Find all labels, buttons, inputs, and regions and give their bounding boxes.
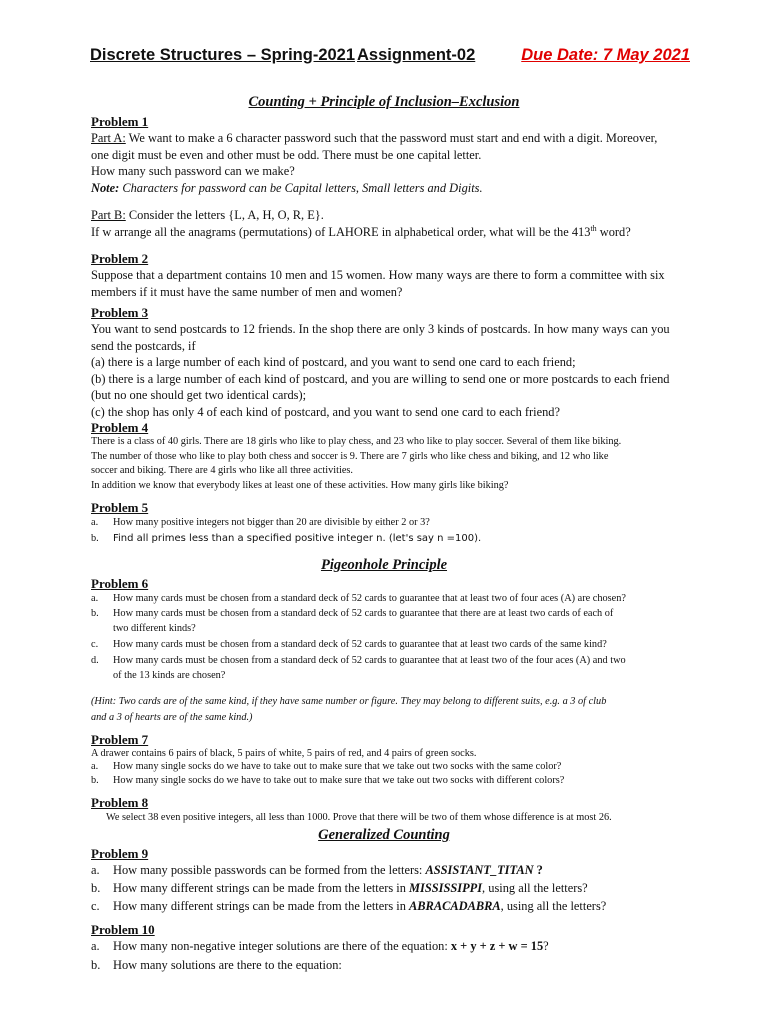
item-text: How many positive integers not bigger than 20 are divisible by either 2 or 3? [113, 517, 430, 528]
problem-3-line: You want to send postcards to 12 friends. In the shop there are only 3 kinds of postcards. In how many ways can you [91, 322, 670, 336]
item-text-pre: How many non-negative integer solutions are there of the equation: [113, 939, 451, 953]
item-text [113, 880, 691, 896]
item-text: How many single socks do we have to take out to make sure that we take out two socks with different colors? [113, 775, 565, 786]
item-text [113, 607, 691, 636]
item-label: a. [91, 761, 99, 772]
item-line: of the 13 kinds are chosen? [113, 669, 226, 681]
item-label: a. [91, 517, 99, 528]
item-keyword: MISSISSIPPI [409, 881, 483, 895]
problem-3-title: Problem 3 [91, 305, 149, 320]
part-a-line-2: one digit must be even and other must be odd. There must be one capital letter. [91, 147, 482, 162]
problem-3-line: (b) there is a large number of each kind of postcard, and you are willing to send one or more postcards to each friend [91, 371, 670, 386]
part-b-label: Part B: [91, 208, 126, 222]
item-line: How many cards must be chosen from a standard deck of 52 cards to guarantee that at least two of the four aces (A) and two [113, 655, 626, 666]
item-text [113, 898, 691, 914]
problem-5-title: Problem 5 [91, 500, 149, 515]
due-date: Due Date: 7 May 2021 [521, 46, 690, 64]
item-text-pre: How many different strings can be made from the letters in [113, 899, 410, 913]
problem-4-line: There is a class of 40 girls. There are 18 girls who like to play chess, and 23 who like to play soccer. Several of them like biking. [91, 436, 622, 447]
part-a-label: Part A: [91, 131, 126, 145]
document-header [90, 46, 690, 70]
part-a-line-1: We want to make a 6 character password such that the password must start and end with a digit. Moreover, [125, 131, 658, 145]
problem-2-line-1: Suppose that a department contains 10 men and 15 women. How many ways are there to form a committee with six [91, 268, 665, 282]
problem-3-text [91, 321, 691, 420]
note-label: Note: [91, 180, 120, 195]
part-b-line-1: Consider the letters {L, A, H, O, R, E}. [125, 208, 324, 222]
item-text: How many solutions are there to the equation: [113, 958, 342, 972]
problem-6-hint [91, 694, 691, 726]
item-label: c. [91, 899, 100, 913]
item-label: b. [91, 775, 99, 786]
part-a-line-3: How many such password can we make? [91, 164, 295, 178]
problem-6-title: Problem 6 [91, 576, 149, 591]
item-text-pre: How many different strings can be made from the letters in [113, 881, 410, 895]
item-line: two different kinds? [113, 622, 196, 634]
part-b-superscript: th [590, 223, 597, 233]
section-heading-generalized: Generalized Counting [318, 827, 450, 843]
problem-8-title: Problem 8 [91, 795, 149, 810]
item-text: How many cards must be chosen from a standard deck of 52 cards to guarantee that at least two cards of the same kind? [113, 639, 607, 650]
item-line: How many cards must be chosen from a standard deck of 52 cards to guarantee that there are at least two cards of each of [113, 608, 614, 619]
item-text [113, 654, 691, 683]
problem-8-text: We select 38 even positive integers, all less than 1000. Prove that there will be two of them whose difference is at most 26. [106, 812, 612, 823]
problem-3-line: (a) there is a large number of each kind of postcard, and you want to send one card to each friend; [91, 355, 576, 369]
item-text: How many single socks do we have to take out to make sure that we take out two socks with the same color? [113, 761, 562, 772]
item-label: a. [91, 939, 100, 953]
course-title: Discrete Structures – Spring-2021 [90, 46, 356, 64]
section-heading-pigeonhole: Pigeonhole Principle [320, 557, 448, 573]
item-text: How many cards must be chosen from a standard deck of 52 cards to guarantee that at least two of four aces (A) are chosen? [113, 593, 626, 604]
problem-1-part-a [91, 130, 691, 196]
item-label: b. [91, 958, 101, 972]
problem-4-line: soccer and biking. There are 4 girls who like all three activities. [91, 465, 354, 476]
item-text-post: , using all the letters? [500, 899, 607, 913]
problem-4-text [91, 435, 691, 493]
problem-3-line: send the postcards, if [91, 338, 196, 353]
problem-9-title: Problem 9 [91, 846, 149, 861]
item-text-post: , using all the letters? [482, 881, 588, 895]
item-label: a. [91, 593, 99, 604]
problem-1-part-b [91, 207, 691, 240]
problem-3-line: (c) the shop has only 4 of each kind of postcard, and you want to send one card to each friend? [91, 404, 560, 419]
problem-7-intro: A drawer contains 6 pairs of black, 5 pairs of white, 5 pairs of red, and 4 pairs of green socks. [91, 748, 477, 759]
problem-3-line: (but no one should get two identical cards); [91, 388, 307, 402]
problem-4-title: Problem 4 [91, 420, 149, 435]
item-text: Find all primes less than a specified positive integer n. (let's say n =100). [113, 533, 482, 544]
hint-line: (Hint: Two cards are of the same kind, if they have same number or figure. They may belong to different suits, e.g. a 3 of club [91, 696, 607, 707]
item-keyword: ABRACADABRA [409, 899, 501, 913]
equation: x + y + z + w = 15 [450, 939, 544, 953]
part-b-line-2-end: word? [596, 224, 631, 239]
item-text-pre: How many possible passwords can be formed from the letters: [113, 863, 426, 877]
item-keyword: ASSISTANT_TITAN [425, 863, 534, 877]
problem-2-text [91, 267, 691, 300]
item-label: b. [91, 608, 99, 619]
item-label: d. [91, 655, 99, 666]
hint-line: and a 3 of hearts are of the same kind.) [91, 712, 253, 723]
problem-7-title: Problem 7 [91, 732, 149, 747]
problem-1-title: Problem 1 [91, 114, 149, 129]
item-text [113, 938, 691, 954]
item-text-post: ? [543, 939, 549, 953]
item-text-post: ? [533, 863, 543, 877]
problem-2-line-2: members if it must have the same number of men and women? [91, 284, 403, 299]
item-text [113, 862, 691, 878]
item-label: b. [91, 881, 101, 895]
item-label: c. [91, 639, 99, 650]
part-b-line-2: If w arrange all the anagrams (permutations) of LAHORE in alphabetical order, what will be the 413 [91, 224, 591, 239]
problem-10-title: Problem 10 [91, 922, 155, 937]
note-text: Characters for password can be Capital letters, Small letters and Digits. [119, 180, 483, 195]
item-label: a. [91, 863, 100, 877]
assignment-number: Assignment-02 [357, 46, 476, 64]
section-heading-counting: Counting + Principle of Inclusion–Exclusion [248, 94, 520, 110]
item-label: b. [91, 533, 99, 544]
problem-4-line: In addition we know that everybody likes at least one of these activities. How many girls like biking? [91, 479, 509, 491]
problem-4-line: The number of those who like to play both chess and soccer is 9. There are 7 girls who like chess and biking, and 12 who like [91, 450, 609, 462]
problem-2-title: Problem 2 [91, 251, 149, 266]
